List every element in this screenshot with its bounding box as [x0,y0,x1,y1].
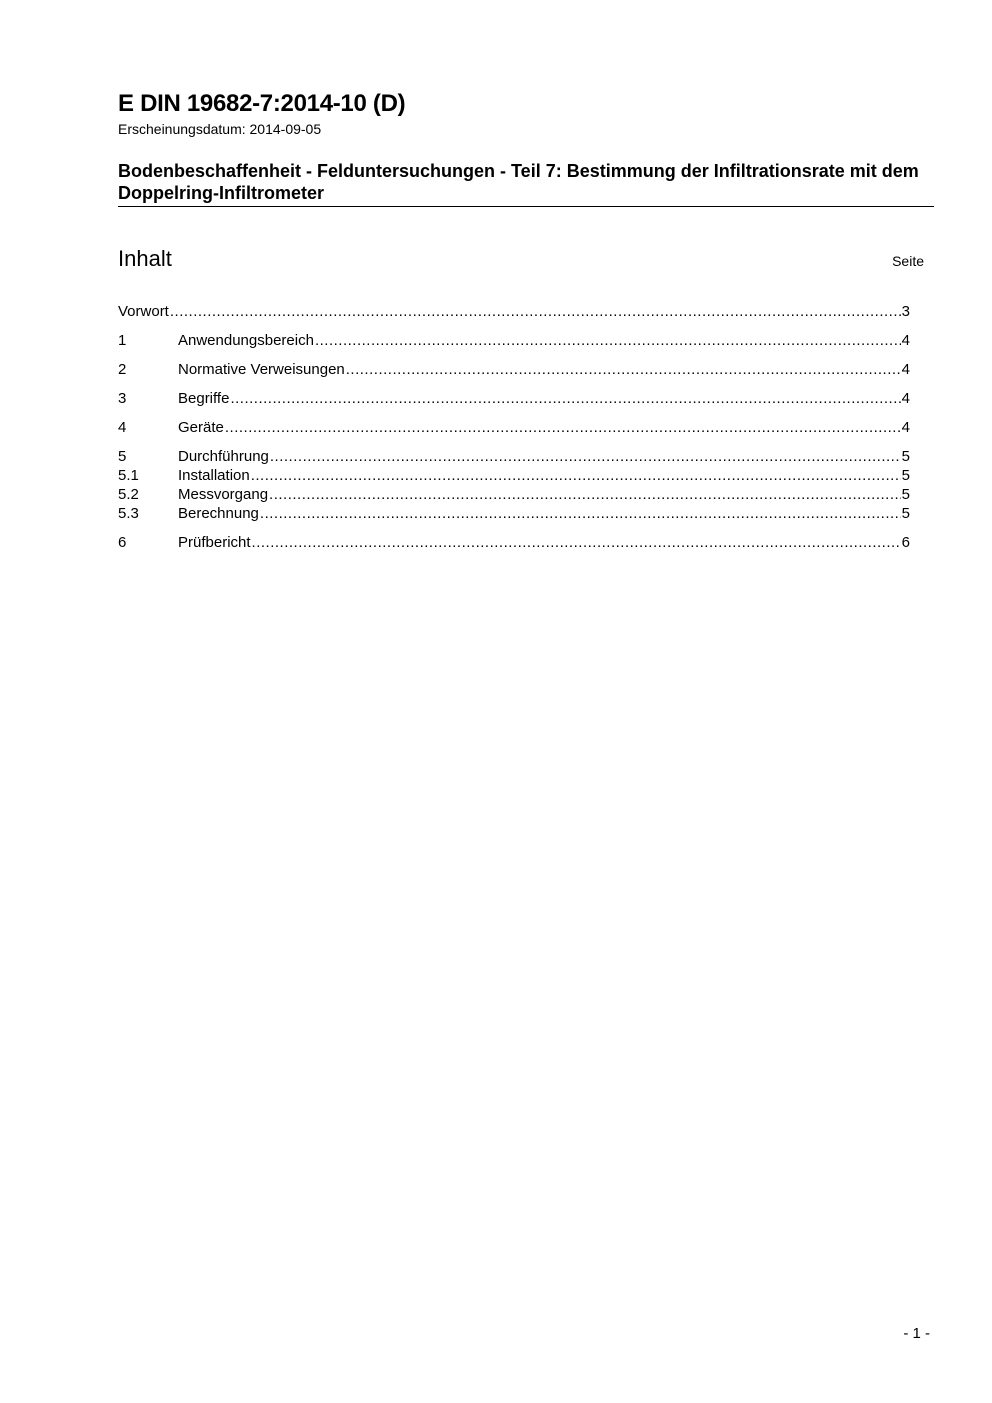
toc-entry-installation[interactable] [118,466,910,485]
toc-entry-page: 4 [901,332,910,349]
toc-entry-label: Installation [178,467,250,484]
toc-dot-leader [230,389,900,408]
toc-entry-page: 3 [901,303,910,320]
toc-entry-number: 5.2 [118,486,139,503]
toc-entry-number: 5.1 [118,467,139,484]
toc-entry-anwendungsbereich[interactable] [118,331,910,350]
toc-entry-label: Messvorgang [178,486,269,503]
toc-entry-number: 5 [118,448,127,465]
document-subtitle: Bodenbeschaffenheit - Felduntersuchungen - Teil 7: Bestimmung der Infiltrationsrate mit dem Doppelring-Infiltrometer [118,161,919,203]
publication-date: Erscheinungsdatum: 2014-09-05 [118,121,322,137]
toc-entry-messvorgang[interactable] [118,485,910,504]
toc-entry-berechnung[interactable] [118,504,910,523]
toc-entry-label: Vorwort [118,303,169,320]
toc-entry-page: 5 [901,467,910,484]
toc-entry-label: Normative Verweisungen [178,361,345,378]
toc-entry-number: 4 [118,419,127,436]
toc-entry-number: 6 [118,534,127,551]
toc-entry-label: Durchführung [178,448,269,465]
toc-entry-page: 6 [901,534,910,551]
toc-entry-number: 3 [118,390,127,407]
toc-entry-number: 1 [118,332,127,349]
toc-entry-page: 5 [901,505,910,522]
toc-entry-label: Geräte [178,419,224,436]
toc-entry-number: 5.3 [118,505,139,522]
toc-dot-leader [260,504,901,523]
toc-entry-page: 5 [901,486,910,503]
document-title: E DIN 19682-7:2014-10 (D) [118,90,406,117]
toc-entry-normative-verweisungen[interactable] [118,360,910,379]
toc-entry-label: Begriffe [178,390,230,407]
toc-dot-leader [170,302,901,321]
toc-dot-leader [269,485,901,504]
toc-dot-leader [252,533,901,552]
toc-dot-leader [270,447,901,466]
toc-entry-page: 4 [901,361,910,378]
toc-entry-label: Prüfbericht [178,534,251,551]
toc-entry-page: 4 [901,390,910,407]
toc-dot-leader [346,360,901,379]
toc-entry-durchfuehrung[interactable] [118,447,910,466]
toc-entry-label: Berechnung [178,505,259,522]
toc-entry-begriffe[interactable] [118,389,910,408]
toc-page-column-label: Seite [892,253,924,269]
toc-dot-leader [315,331,901,350]
table-of-contents [118,302,910,552]
toc-entry-number: 2 [118,361,127,378]
toc-entry-geraete[interactable] [118,418,910,437]
toc-dot-leader [251,466,901,485]
toc-entry-vorwort[interactable] [118,302,910,321]
toc-entry-label: Anwendungsbereich [178,332,314,349]
toc-entry-page: 4 [901,419,910,436]
toc-entry-page: 5 [901,448,910,465]
subtitle-divider [118,206,934,207]
page-number: - 1 - [903,1325,930,1342]
toc-entry-pruefbericht[interactable] [118,533,910,552]
toc-dot-leader [225,418,901,437]
toc-heading: Inhalt [118,246,172,271]
